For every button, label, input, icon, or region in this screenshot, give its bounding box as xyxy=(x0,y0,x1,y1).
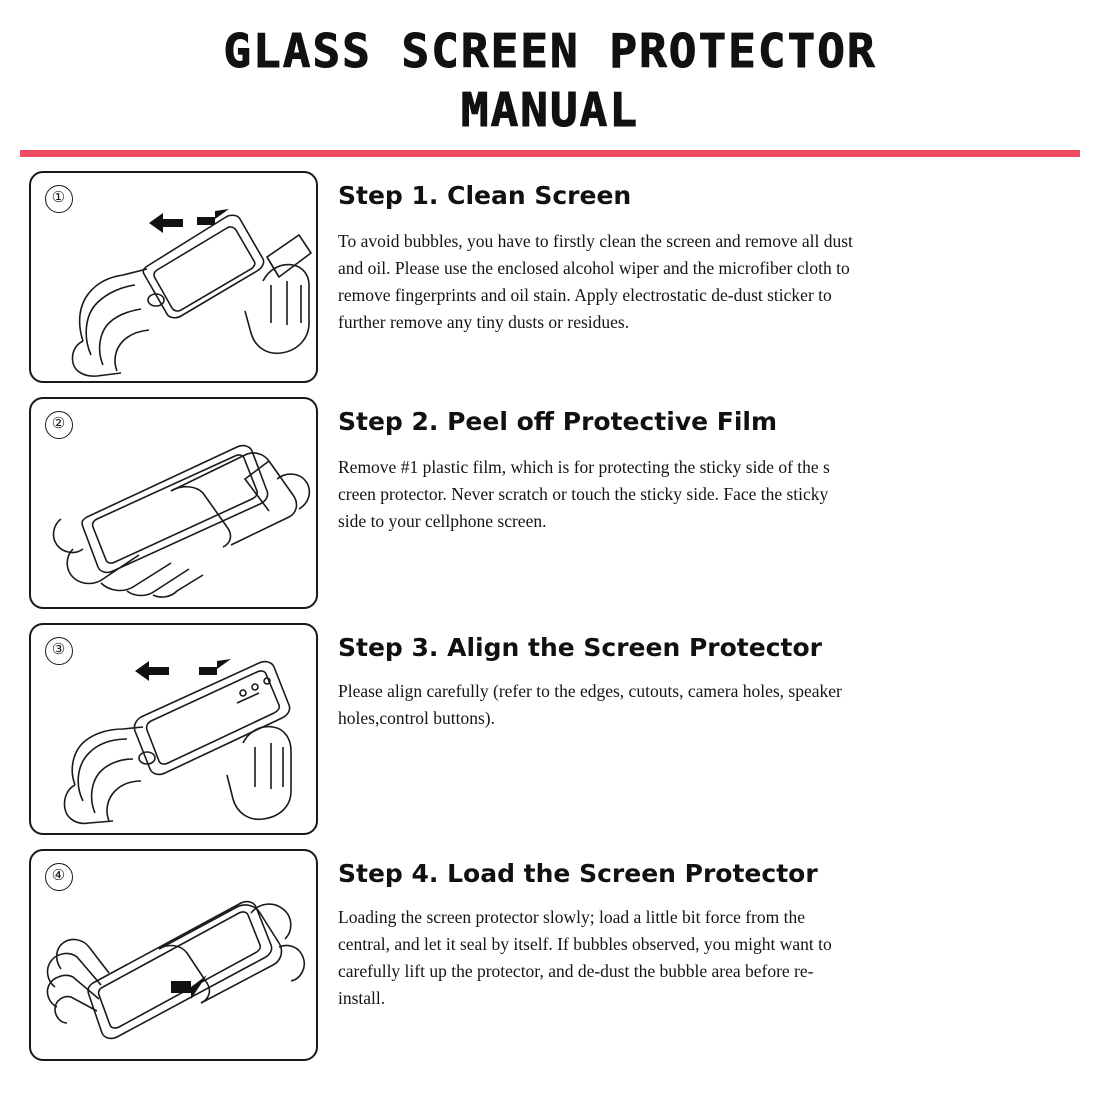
figure-peel-film xyxy=(29,397,318,609)
step-title: Step 1. Clean Screen xyxy=(338,180,632,210)
step-item xyxy=(0,171,1100,383)
figure-clean-screen xyxy=(29,171,318,383)
step-title: Step 2. Peel off Protective Film xyxy=(338,406,778,436)
page-title-line-2: MANUAL xyxy=(460,82,640,137)
step-figure-cell xyxy=(0,623,338,835)
step-text-cell xyxy=(338,623,1100,750)
step-body: Remove #1 plastic film, which is for protecting the sticky side of the s creen protector. Never scratch or touch the sticky side. Face the sticky side to your cellphone screen. xyxy=(338,456,830,531)
step-figure-cell xyxy=(0,849,338,1061)
page-title-line-1: GLASS SCREEN PROTECTOR xyxy=(223,24,877,78)
step-number-badge: ③ xyxy=(45,637,73,665)
figure-load-protector xyxy=(29,849,318,1061)
document-header xyxy=(0,0,1100,140)
step-title: Step 3. Align the Screen Protector xyxy=(338,632,822,662)
step-title: Step 4. Load the Screen Protector xyxy=(338,858,818,888)
step-text-cell xyxy=(338,171,1100,354)
step-text-cell xyxy=(338,397,1100,553)
step-item xyxy=(0,849,1100,1061)
step-item xyxy=(0,623,1100,835)
step-number-badge: ④ xyxy=(45,863,73,891)
figure-align-protector xyxy=(29,623,318,835)
step-figure-cell xyxy=(0,397,338,609)
step-item xyxy=(0,397,1100,609)
step-text-cell xyxy=(338,849,1100,1030)
step-body: To avoid bubbles, you have to firstly clean the screen and remove all dust and oil. Please use the enclosed alcohol wiper and the microfiber cloth to remove fingerprints and oil stain. Apply electrostatic de-dust sticker to further remove any tiny dusts or residues. xyxy=(338,230,853,333)
step-body: Please align carefully (refer to the edges, cutouts, camera holes, speaker holes,control buttons). xyxy=(338,680,842,728)
step-body: Loading the screen protector slowly; load a little bit force from the central, and let it seal by itself. If bubbles observed, you might want to carefully lift up the protector, and de-dust the bubble area before re-install. xyxy=(338,906,832,1009)
steps-list xyxy=(0,171,1100,1061)
step-number-badge: ② xyxy=(45,411,73,439)
step-number-badge: ① xyxy=(45,185,73,213)
title-divider xyxy=(20,150,1080,157)
step-figure-cell xyxy=(0,171,338,383)
